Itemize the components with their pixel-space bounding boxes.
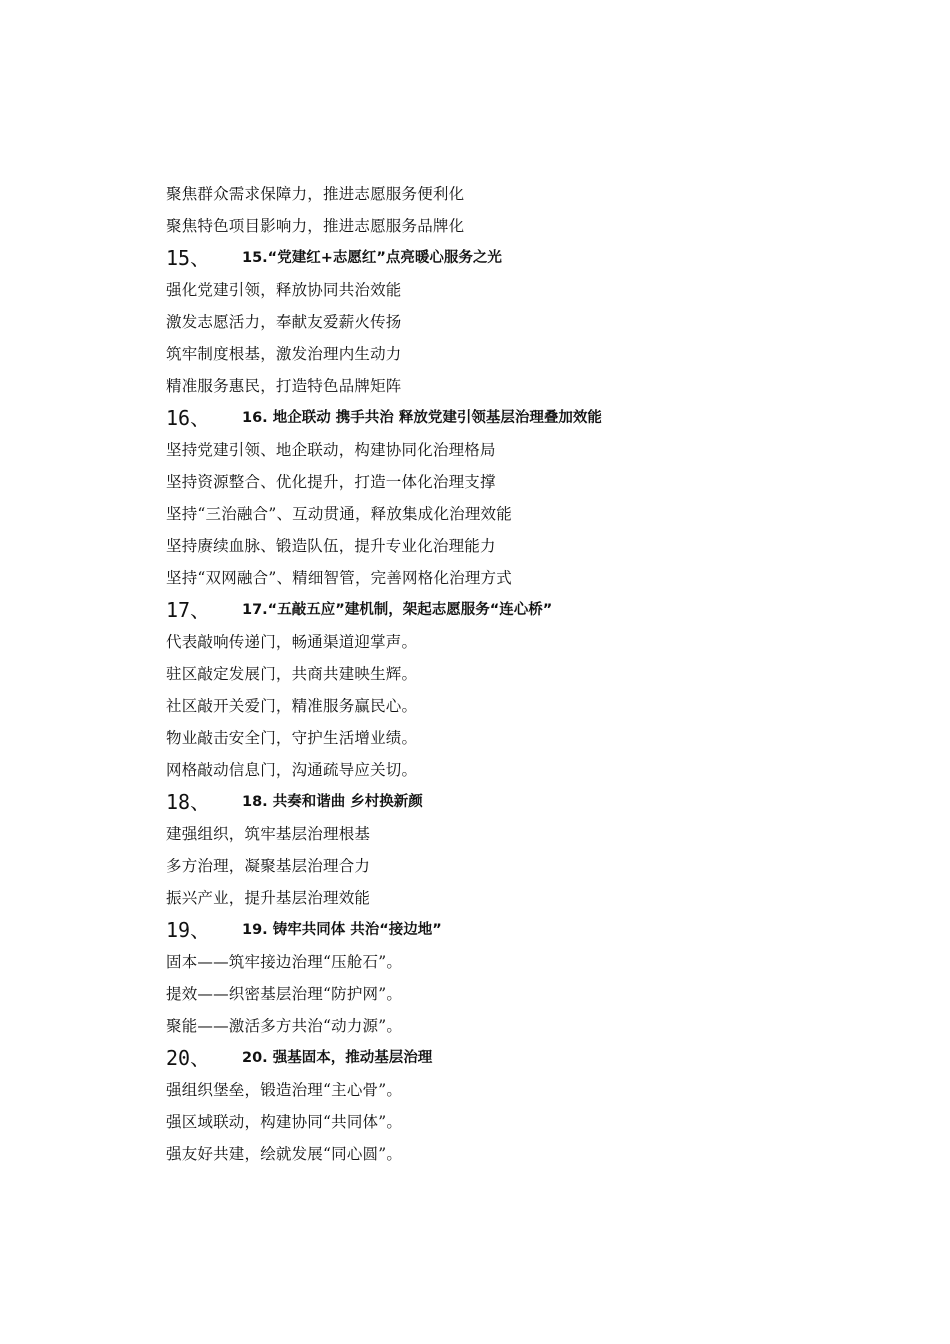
section-number: 16、 (166, 406, 211, 430)
section-title: 15.“党建红+志愿红”点亮暖心服务之光 (242, 250, 502, 266)
section-number: 17、 (166, 598, 211, 622)
list-item: 坚持赓续血脉、锻造队伍，提升专业化治理能力 (166, 537, 496, 555)
list-item: 坚持“三治融合”、互动贯通，释放集成化治理效能 (166, 505, 512, 523)
section-heading-19 (166, 914, 886, 946)
list-item: 振兴产业，提升基层治理效能 (166, 889, 371, 907)
section-heading-20 (166, 1042, 886, 1074)
list-item: 聚能——激活多方共治“动力源”。 (166, 1017, 403, 1035)
list-item: 强友好共建，绘就发展“同心圆”。 (166, 1145, 403, 1163)
list-item: 网格敲动信息门，沟通疏导应关切。 (166, 761, 418, 779)
section-heading-17 (166, 594, 886, 626)
list-item: 坚持“双网融合”、精细智管，完善网格化治理方式 (166, 569, 512, 587)
list-item: 强区域联动，构建协同“共同体”。 (166, 1113, 403, 1131)
section-heading-18 (166, 786, 886, 818)
section-title: 18. 共奏和谐曲 乡村换新颜 (242, 794, 423, 810)
section-number: 15、 (166, 246, 211, 270)
list-item: 建强组织，筑牢基层治理根基 (166, 825, 371, 843)
list-item: 代表敲响传递门，畅通渠道迎掌声。 (166, 633, 418, 651)
list-item: 坚持党建引领、地企联动，构建协同化治理格局 (166, 441, 496, 459)
list-item: 坚持资源整合、优化提升，打造一体化治理支撑 (166, 473, 496, 491)
section-heading-15 (166, 242, 886, 274)
text-line: 聚焦特色项目影响力，推进志愿服务品牌化 (166, 217, 465, 235)
section-title: 19. 铸牢共同体 共治“接边地” (242, 922, 442, 938)
section-number: 19、 (166, 918, 211, 942)
list-item: 固本——筑牢接边治理“压舱石”。 (166, 953, 403, 971)
section-title: 20. 强基固本，推动基层治理 (242, 1050, 433, 1066)
section-title: 16. 地企联动 携手共治 释放党建引领基层治理叠加效能 (242, 410, 602, 426)
list-item: 多方治理，凝聚基层治理合力 (166, 857, 371, 875)
list-item: 物业敲击安全门，守护生活增业绩。 (166, 729, 418, 747)
section-number: 20、 (166, 1046, 211, 1070)
list-item: 驻区敲定发展门，共商共建映生辉。 (166, 665, 418, 683)
list-item: 精准服务惠民，打造特色品牌矩阵 (166, 377, 402, 395)
text-line: 聚焦群众需求保障力，推进志愿服务便利化 (166, 185, 465, 203)
section-heading-16 (166, 402, 886, 434)
section-number: 18、 (166, 790, 211, 814)
list-item: 社区敲开关爱门，精准服务赢民心。 (166, 697, 418, 715)
list-item: 强组织堡垒，锻造治理“主心骨”。 (166, 1081, 403, 1099)
list-item: 筑牢制度根基，激发治理内生动力 (166, 345, 402, 363)
section-title: 17.“五敲五应”建机制，架起志愿服务“连心桥” (242, 602, 553, 618)
list-item: 强化党建引领，释放协同共治效能 (166, 281, 402, 299)
list-item: 提效——织密基层治理“防护网”。 (166, 985, 403, 1003)
list-item: 激发志愿活力，奉献友爱薪火传扬 (166, 313, 402, 331)
document-content (166, 178, 886, 1170)
